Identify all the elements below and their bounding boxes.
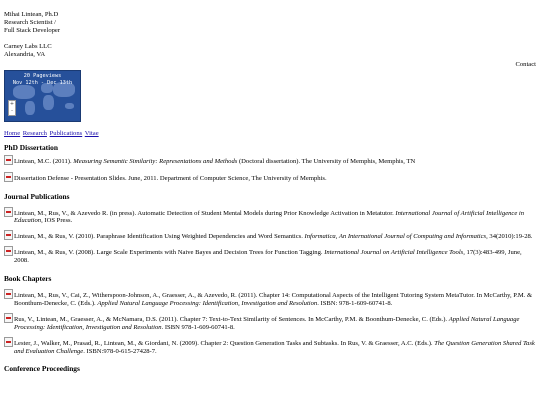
pdf-icon[interactable] <box>4 337 13 347</box>
entry-text: Lintean, M., & Rus, V. (2010). Paraphrase Identification Using Weighted Dependencies and Word Semantics. Informatica, An International Journal of Computing and Informatics, 34(2010):19-28. <box>14 233 533 241</box>
map-date-range: Nov 12th - Dec 13th <box>12 79 73 86</box>
map-land-africa <box>43 95 54 110</box>
publication-entry <box>4 210 536 226</box>
main-nav <box>4 130 100 138</box>
author-title-line2: Full Stack Developer <box>4 26 61 34</box>
map-pageviews: 20 Pageviews <box>23 73 62 79</box>
entry-text: Lintean, M.C. (2011). Measuring Semantic Similarity: Representations and Methods (Doctoral dissertation). The University of Memphis, Memphis, TN <box>14 157 416 165</box>
map-caption <box>5 73 80 86</box>
map-zoom-control[interactable] <box>8 100 16 116</box>
entry-text: Lintean, M., & Rus, V. (2008). Large Scale Experiments with Naive Bayes and Decision Trees for Function Tagging. International Journal on Artificial Intelligence Tools, 17(3):483-499, June, 2008. <box>14 249 522 265</box>
publication-entry <box>4 340 536 356</box>
section-title-conference-proceedings: Conference Proceedings <box>4 364 80 374</box>
publications-content <box>4 144 536 374</box>
entry-text: Lintean, M., Rus, V., Cai, Z., Witherspoon-Johnson, A., Graesser, A., & Azevedo, R. (2011). Chapter 14: Computational Aspects of the Intelligent Tutoring System MetaTutor. In McCarthy, P.M. & Boonthum-Denecke, C. (Eds.). Applied Natural Language Processing: Identification, Investigation and Resolution. ISBN: 978-1-609-60741-8. <box>14 291 533 307</box>
publication-entry <box>4 175 536 183</box>
map-land-australia <box>65 103 74 109</box>
pdf-icon[interactable] <box>4 172 13 182</box>
entry-text[interactable]: Dissertation Defense - Presentation Slides. June, 2011. Department of Computer Science, The University of Memphis. <box>14 174 327 182</box>
author-title-line1: Research Scientist / <box>4 18 57 26</box>
author-location: Alexandria, VA <box>4 50 46 58</box>
nav-publications-link[interactable]: Publications <box>49 130 83 137</box>
map-land-south-america <box>25 101 35 115</box>
entry-text: Lester, J., Walker, M., Prasad, R., Lintean, M., & Giordani, N. (2009). Chapter 2: Question Generation Tasks and Subtasks. In Rus, V. & Graesser, A.C. (Eds.). The Question Generation Shared Task and Evaluation Challenge. ISBN:978-0-615-27428-7. <box>14 339 535 355</box>
section-title-phd-dissertation: PhD Dissertation <box>4 143 58 152</box>
map-land-americas <box>13 85 35 99</box>
header <box>4 11 60 59</box>
pdf-icon[interactable] <box>4 155 13 165</box>
publication-entry <box>4 233 536 241</box>
pdf-icon[interactable] <box>4 313 13 323</box>
author-organization: Carney Labs LLC <box>4 42 52 50</box>
zoom-in-icon[interactable]: + <box>9 101 15 107</box>
pdf-icon[interactable] <box>4 246 13 256</box>
zoom-out-icon[interactable]: - <box>11 108 13 114</box>
entry-text: Lintean, M., Rus, V., & Azevedo R. (in press). Automatic Detection of Student Mental Models during Prior Knowledge Activation in Metatutor. International Journal of Artificial Intelligence in Education, IOS Press. <box>14 209 525 225</box>
pdf-icon[interactable] <box>4 289 13 299</box>
publication-entry <box>4 158 536 166</box>
visitor-map-widget[interactable] <box>4 70 81 122</box>
publication-entry <box>4 316 536 332</box>
author-name: Mihai Lintean, Ph.D <box>4 11 59 18</box>
nav-home-link[interactable]: Home <box>4 130 21 137</box>
entry-text: Rus, V., Lintean, M., Graesser, A., & McNamara, D.S. (2011). Chapter 7: Text-to-Text Similarity of Sentences. In McCarthy, P.M. & Boonthum-Denecke, C. (Eds.). Applied Natural Language Processing: Identification, Investigation and Resolution. ISBN 978-1-609-60741-8. <box>14 315 520 331</box>
pdf-icon[interactable] <box>4 207 13 217</box>
contact-link[interactable]: Contact <box>515 61 536 68</box>
nav-research-link[interactable]: Research <box>22 130 47 137</box>
section-title-book-chapters: Book Chapters <box>4 274 52 284</box>
publication-entry <box>4 292 536 308</box>
section-title-journal-publications: Journal Publications <box>4 191 70 201</box>
nav-vitae-link[interactable]: Vitae <box>84 130 99 137</box>
publication-entry <box>4 249 536 265</box>
pdf-icon[interactable] <box>4 230 13 240</box>
